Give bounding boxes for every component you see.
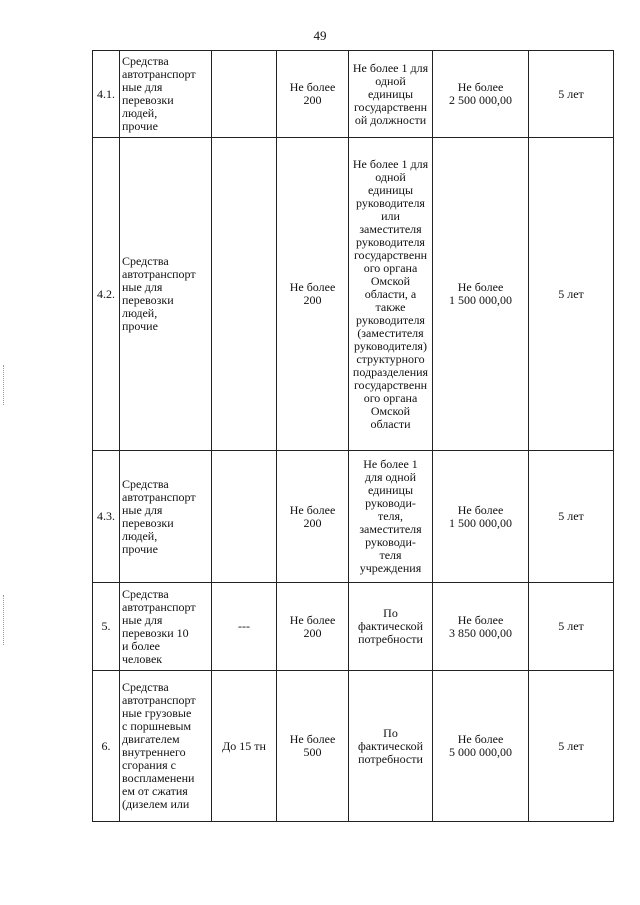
quantity-note-cell	[349, 51, 433, 138]
service-term-cell	[529, 138, 614, 451]
cell-line: внутреннего	[122, 745, 186, 759]
cell-line: Не более 1	[363, 457, 418, 471]
cell-line: потребности	[358, 632, 423, 646]
price-limit-cell	[433, 51, 529, 138]
cell-line: автотранспорт	[122, 693, 196, 707]
cell-line: 500	[303, 745, 322, 759]
cell-line: единицы	[367, 483, 414, 497]
item-parameter-cell	[212, 51, 277, 138]
cell-line: учреждения	[359, 561, 422, 575]
quantity-note-cell	[349, 583, 433, 671]
cell-line: Средства	[122, 476, 169, 491]
cell-line: руководителя)	[354, 338, 427, 353]
cell-line: заместителя	[359, 221, 422, 236]
cell-text	[531, 288, 611, 301]
cell-line: потребности	[358, 751, 423, 766]
cell-text	[279, 281, 346, 307]
cell-line: теля,	[377, 509, 404, 523]
cell-text	[351, 158, 430, 431]
power-limit-cell	[277, 138, 349, 451]
item-name-cell	[120, 671, 212, 822]
cell-text	[351, 458, 430, 575]
cell-line: ные для	[122, 80, 163, 94]
row-number-cell: 4.1.	[93, 51, 120, 138]
service-term-cell	[529, 451, 614, 583]
cell-line: ные для	[122, 280, 163, 294]
cell-line: с поршневым	[122, 719, 192, 733]
cell-line: ные для	[122, 502, 163, 517]
cell-line: 5 лет	[558, 619, 584, 633]
cell-line: людей,	[122, 528, 158, 543]
table-row	[93, 51, 614, 138]
cell-line: государственн	[353, 247, 428, 262]
cell-line: Средства	[122, 586, 169, 601]
cell-line: (дизелем или	[122, 797, 190, 811]
cell-line: руководителя	[356, 195, 425, 210]
cell-text	[279, 733, 346, 759]
cell-line: прочие	[122, 541, 158, 556]
cell-text	[351, 727, 430, 766]
cell-text	[435, 504, 526, 530]
price-limit-cell	[433, 451, 529, 583]
row-number-cell: 4.2.	[93, 138, 120, 451]
cell-text	[531, 510, 611, 523]
cell-line: двигателем	[122, 732, 180, 746]
cell-text	[531, 620, 611, 633]
cell-line: одной	[375, 169, 406, 184]
cell-line: ем от сжатия	[122, 784, 188, 798]
cell-line: Средства	[122, 254, 169, 268]
table-row	[93, 451, 614, 583]
cell-line: 2 500 000,00	[449, 93, 512, 107]
cell-line: Омской	[370, 273, 411, 288]
item-name-cell	[120, 51, 212, 138]
cell-line: сгорания с	[122, 758, 176, 772]
table-row	[93, 583, 614, 671]
cell-line: единицы	[367, 86, 414, 101]
cell-text	[531, 740, 611, 753]
cell-line: 5 лет	[558, 738, 584, 753]
cell-line: также	[375, 299, 406, 314]
cell-line: одной	[375, 73, 406, 88]
cell-line: Не более	[457, 280, 504, 294]
power-limit-cell	[277, 583, 349, 671]
cell-line: прочие	[122, 119, 158, 133]
cell-line: государственн	[353, 99, 428, 114]
cell-text	[351, 62, 430, 127]
cell-text	[279, 504, 346, 530]
item-name-cell	[120, 451, 212, 583]
cell-text	[214, 740, 274, 753]
cell-line: воспламенени	[122, 771, 195, 785]
page-number: 49	[313, 28, 327, 43]
item-name-cell	[120, 138, 212, 451]
service-term-cell	[529, 671, 614, 822]
cell-text	[351, 607, 430, 646]
cell-line: ого органа	[363, 260, 418, 275]
cell-text	[279, 81, 346, 107]
cell-line: перевозки	[122, 293, 174, 307]
cell-line: 5 лет	[558, 509, 584, 523]
cell-line: автотранспорт	[122, 267, 196, 281]
cell-line: До 15 тн	[222, 738, 266, 753]
cell-line: прочие	[122, 319, 158, 333]
price-limit-cell	[433, 671, 529, 822]
cell-text	[279, 614, 346, 640]
cell-line: Не более	[289, 612, 336, 627]
cell-line: человек	[122, 651, 163, 666]
procurement-norms-table	[92, 50, 614, 822]
item-parameter-cell	[212, 451, 277, 583]
cell-line: Не более	[289, 732, 336, 746]
cell-line: для одной	[364, 470, 417, 484]
margin-mark	[3, 595, 6, 645]
cell-line: автотранспорт	[122, 489, 196, 504]
cell-line: автотранспорт	[122, 599, 196, 614]
cell-text	[435, 733, 526, 759]
cell-line: структурного	[356, 351, 425, 366]
cell-text	[122, 478, 209, 556]
table-row	[93, 671, 614, 822]
cell-text	[435, 81, 526, 107]
cell-text	[435, 614, 526, 640]
row-number-cell: 4.3.	[93, 451, 120, 583]
cell-line: Не более	[457, 502, 504, 517]
cell-line: Не более	[457, 612, 504, 627]
cell-line: Омской	[370, 403, 411, 418]
power-limit-cell	[277, 451, 349, 583]
cell-line: Не более	[289, 502, 336, 517]
margin-mark	[3, 365, 6, 405]
cell-line: людей,	[122, 106, 158, 120]
cell-line: Не более 1 для	[352, 156, 429, 171]
cell-line: 200	[303, 293, 322, 307]
cell-text	[214, 620, 274, 633]
cell-line: (заместителя	[357, 325, 424, 340]
cell-line: Средства	[122, 680, 169, 694]
cell-text	[122, 681, 209, 811]
item-parameter-cell	[212, 671, 277, 822]
power-limit-cell	[277, 671, 349, 822]
cell-line: руководи-	[365, 496, 416, 510]
cell-line: области, а	[364, 286, 417, 301]
cell-line: По	[383, 606, 398, 620]
cell-line: теля	[379, 548, 402, 562]
cell-line: фактической	[357, 738, 424, 753]
row-number-cell: 5.	[93, 583, 120, 671]
cell-line: и более	[122, 638, 161, 653]
cell-line: руководителя	[356, 312, 425, 327]
cell-line: 200	[303, 93, 322, 107]
cell-line: перевозки	[122, 93, 174, 107]
item-parameter-cell	[212, 138, 277, 451]
cell-text	[122, 588, 209, 666]
cell-text	[435, 281, 526, 307]
row-number-cell: 6.	[93, 671, 120, 822]
cell-line: 5 лет	[558, 86, 584, 101]
price-limit-cell	[433, 583, 529, 671]
item-parameter-cell	[212, 583, 277, 671]
cell-line: ---	[238, 619, 250, 633]
item-name-cell	[120, 583, 212, 671]
cell-line: 5 000 000,00	[449, 745, 512, 759]
cell-line: Не более	[457, 732, 504, 746]
cell-text	[122, 255, 209, 333]
cell-line: заместителя	[359, 522, 422, 536]
cell-line: 3 850 000,00	[449, 625, 512, 640]
cell-line: автотранспорт	[122, 67, 196, 81]
cell-line: Не более	[289, 280, 336, 294]
cell-line: перевозки 10	[122, 625, 189, 640]
cell-line: ные для	[122, 612, 163, 627]
quantity-note-cell	[349, 138, 433, 451]
cell-line: или	[381, 208, 400, 223]
cell-line: области	[370, 416, 411, 431]
cell-line: 200	[303, 515, 322, 530]
service-term-cell	[529, 583, 614, 671]
cell-text	[122, 55, 209, 133]
cell-line: 1 500 000,00	[449, 515, 512, 530]
cell-line: Не более	[289, 80, 336, 94]
cell-line: По	[383, 725, 398, 740]
power-limit-cell	[277, 51, 349, 138]
cell-text	[531, 88, 611, 101]
cell-line: 200	[303, 625, 322, 640]
cell-line: руководителя	[356, 234, 425, 249]
cell-line: руководи-	[365, 535, 416, 549]
cell-line: 1 500 000,00	[449, 293, 512, 307]
service-term-cell	[529, 51, 614, 138]
cell-line: людей,	[122, 306, 158, 320]
cell-line: ой должности	[354, 112, 427, 127]
table-row	[93, 138, 614, 451]
quantity-note-cell	[349, 451, 433, 583]
cell-line: ого органа	[363, 390, 418, 405]
cell-line: подразделения	[352, 364, 429, 379]
cell-line: фактической	[357, 619, 424, 633]
cell-line: Не более	[457, 80, 504, 94]
cell-line: Не более 1 для	[352, 60, 429, 75]
cell-line: государственн	[353, 377, 428, 392]
cell-line: ные грузовые	[122, 706, 192, 720]
cell-line: единицы	[367, 182, 414, 197]
cell-line: 5 лет	[558, 286, 584, 301]
price-limit-cell	[433, 138, 529, 451]
cell-line: перевозки	[122, 515, 174, 530]
quantity-note-cell	[349, 671, 433, 822]
cell-line: Средства	[122, 54, 169, 68]
